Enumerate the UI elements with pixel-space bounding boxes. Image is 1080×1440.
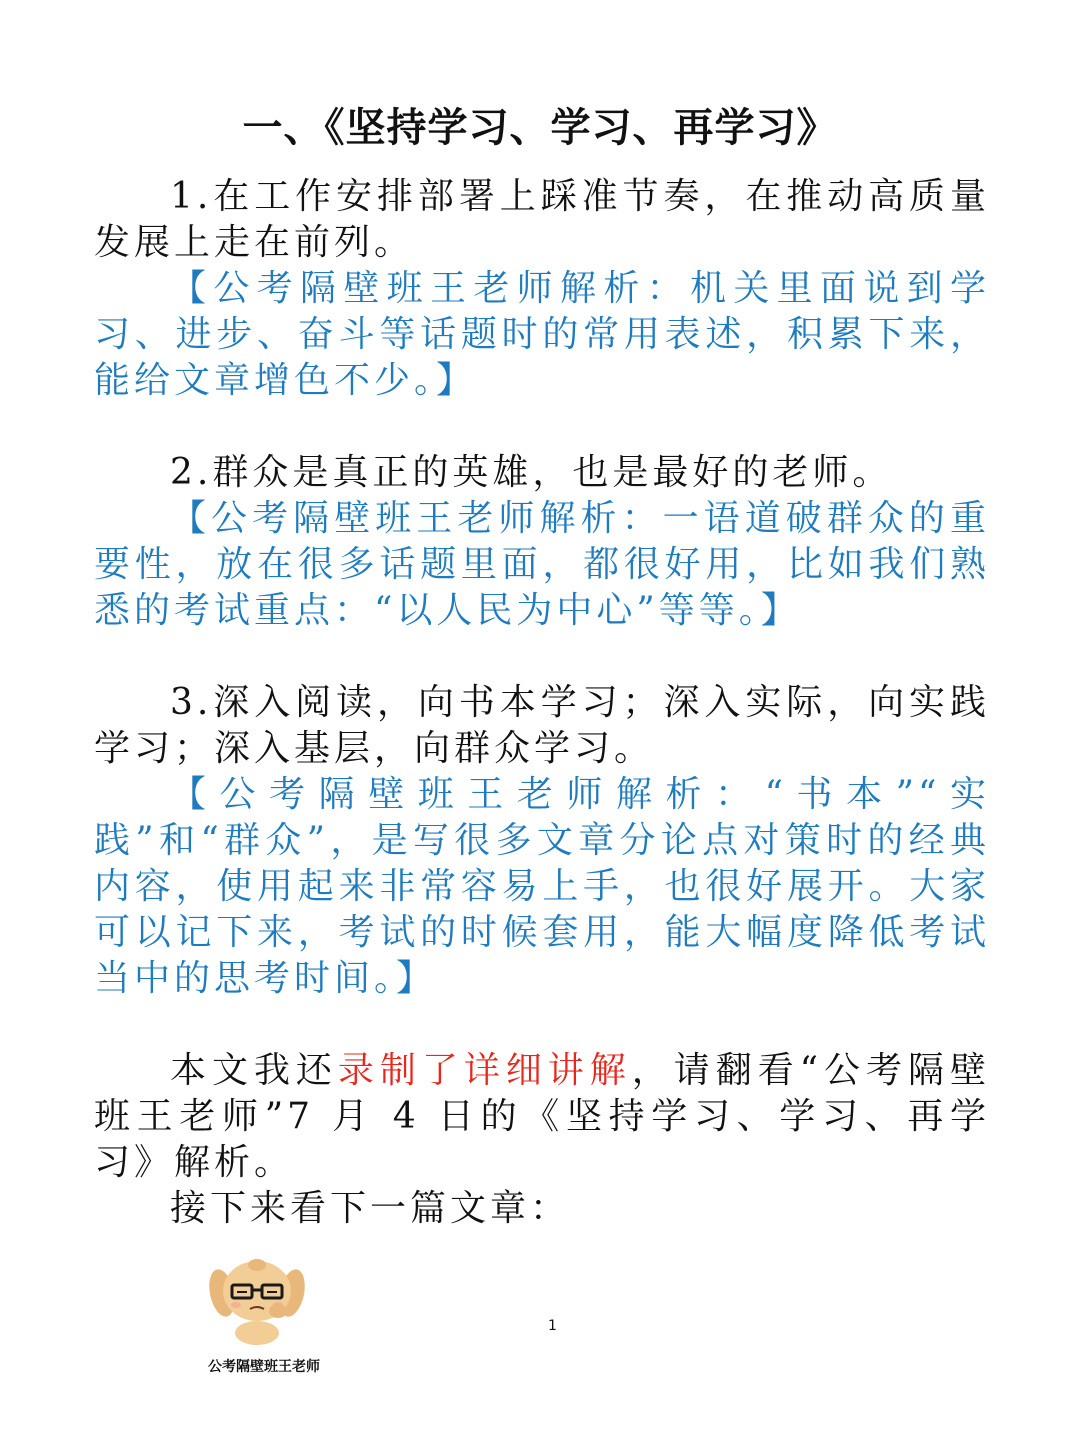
mascot-caption: 公考隔壁班王老师	[208, 1359, 320, 1375]
document-title: 一、《坚持学习、学习、再学习》	[242, 104, 838, 151]
item-1-text: 1.在工作安排部署上踩准节奏，在推动高质量发展上走在前列。	[94, 176, 990, 263]
item-3-text: 3.深入阅读，向书本学习；深入实际，向实践学习；深入基层，向群众学习。	[94, 682, 990, 769]
item-2-text: 2.群众是真正的英雄，也是最好的老师。	[170, 452, 893, 493]
item-2-note: 【公考隔壁班王老师解析：一语道破群众的重要性，放在很多话题里面，都很好用，比如我们熟悉的考试重点：“以人民为中心”等等。】	[94, 498, 990, 631]
paragraph-spacer	[94, 634, 990, 680]
closing-highlight: 录制了详细讲解	[337, 1050, 632, 1091]
paragraph-spacer	[94, 404, 990, 450]
next-article-line: 接下来看下一篇文章：	[170, 1188, 571, 1229]
paragraph-spacer	[94, 1002, 990, 1048]
page-number: 1	[548, 1318, 557, 1334]
closing-suffix: ，请翻看“公考隔壁班王老师”7 月 4 日的《坚持学习、学习、再学习》解析。	[94, 1050, 990, 1183]
cartoon-dog-with-glasses-icon	[208, 1255, 308, 1345]
document-body	[94, 174, 990, 1232]
closing-paragraph	[94, 1048, 990, 1186]
item-3-note: 【公考隔壁班王老师解析：“书本”“实践”和“群众”，是写很多文章分论点对策时的经典内容，使用起来非常容易上手，也很好展开。大家可以记下来，考试的时候套用，能大幅度降低考试当中的思考时间。】	[94, 774, 990, 999]
item-1-note: 【公考隔壁班王老师解析：机关里面说到学习、进步、奋斗等话题时的常用表述，积累下来，能给文章增色不少。】	[94, 268, 990, 401]
closing-prefix: 本文我还	[170, 1050, 338, 1091]
